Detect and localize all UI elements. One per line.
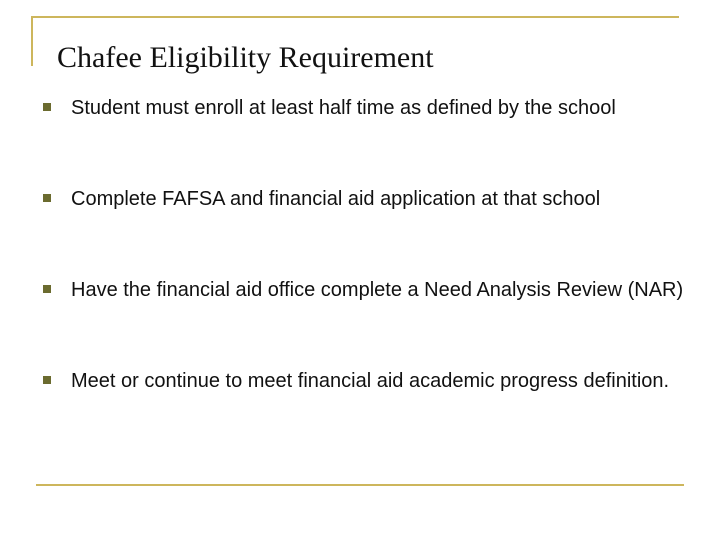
left-border-rule (31, 16, 33, 66)
square-bullet-icon (43, 194, 51, 202)
bullet-text: Complete FAFSA and financial aid application at that school (71, 188, 601, 210)
bullet-text: Meet or continue to meet financial aid academic progress definition. (71, 370, 670, 392)
bullet-text: Student must enroll at least half time as defined by the school (71, 97, 616, 119)
bullet-list (40, 96, 690, 460)
bullet-item-progress (40, 369, 690, 460)
bullet-item-nar (40, 278, 690, 369)
square-bullet-icon (43, 376, 51, 384)
bullet-item-enrollment (40, 96, 690, 187)
bullet-text: Have the financial aid office complete a Need Analysis Review (NAR) (71, 279, 684, 301)
square-bullet-icon (43, 285, 51, 293)
bottom-border-rule (36, 484, 684, 486)
slide-title: Chafee Eligibility Requirement (57, 41, 434, 74)
square-bullet-icon (43, 103, 51, 111)
top-border-rule (31, 16, 679, 18)
bullet-item-fafsa (40, 187, 690, 278)
